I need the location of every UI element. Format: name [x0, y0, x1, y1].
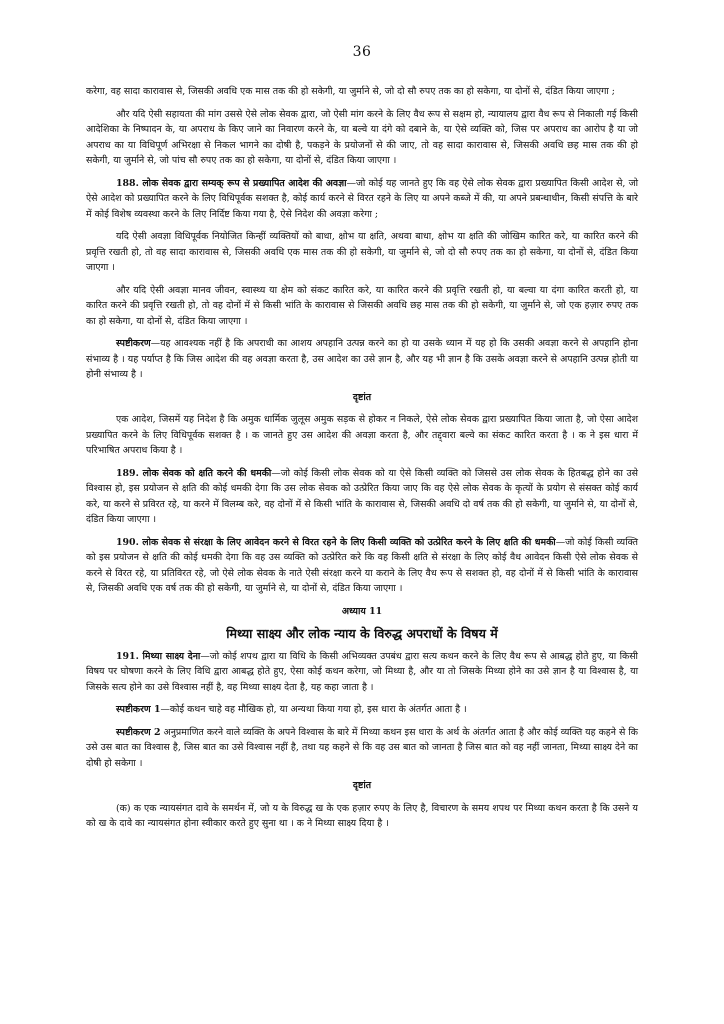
page-body: [86, 84, 638, 839]
section-text: —जो कोई किसी व्यक्ति को इस प्रयोजन से क्षति की कोई धमकी देगा कि वह उस व्यक्ति को उत्प्रेरित करे कि वह किसी क्षति से संरक्षा के लिए कोई वैध आवेदन किसी ऐसे लोक सेवक से करने से विरत रहे, या प्रतिविरत रहे, जो ऐसे लोक सेवक के नाते ऐसी संरक्षा करने या कराने के लिए वैध रूप से सशक्त हो, वह दोनों में से किसी भांति के कारावास से, जिसकी अवधि एक वर्ष तक की हो सकेगी, या जुर्माने से, या दोनों से, दंडित किया जाएगा ।: [86, 536, 638, 594]
illustration-heading: दृष्टांत: [352, 391, 372, 403]
explanation-heading: स्पष्टीकरण: [116, 338, 151, 349]
section-text: —जो कोई शपथ द्वारा या विधि के किसी अभिव्यक्त उपबंध द्वारा सत्य कथन करने के लिए वैध रूप से आबद्ध होते हुए, या किसी विषय पर घोषणा करने के लिए विधि द्वारा आबद्ध होते हुए, ऐसा कोई कथन करेगा, जो मिथ्या है, और या तो जिसके मिथ्या होने का उसे ज्ञान है या विश्वास है, या जिसके सत्य होने का उसे विश्वास नहीं है, वह मिथ्या साक्ष्य देता है, यह कहा जाता है ।: [86, 650, 638, 693]
explanation: [86, 336, 638, 383]
section-188: [86, 176, 638, 223]
chapter-title: मिथ्या साक्ष्य और लोक न्याय के विरुद्ध अपराधों के विषय में: [226, 626, 498, 641]
section-text: —जो कोई यह जानते हुए कि वह ऐसे लोक सेवक द्वारा प्रख्यापित किसी आदेश से, जो ऐसे आदेश को प्रख्यापित करने के लिए विधिपूर्वक सशक्त है, कोई कार्य करने से विरत रहने के लिए या अपने कब्जे में की, या अपने प्रबन्धाधीन, किसी संपत्ति के बारे में कोई विशेष व्यवस्था करने के लिए निर्दिष्ट किया गया है, ऐसे निदेश की अवज्ञा करेगा ;: [86, 177, 638, 220]
explanation-heading: स्पष्टीकरण 2: [116, 726, 161, 738]
illustration-text: (क) क एक न्यायसंगत दावे के समर्थन में, जो य के विरुद्ध ख के एक हज़ार रुपए के लिए है, विचारण के समय शपथ पर मिथ्या कथन करता है कि उसने य को ख के दावे का न्यायसंगत होना स्वीकार करते हुए सुना था । क ने मिथ्या साक्ष्य दिया है ।: [86, 802, 638, 829]
section-189: [86, 466, 638, 528]
section-text: —जो कोई किसी लोक सेवक को या ऐसे किसी व्यक्ति को जिससे उस लोक सेवक के हितबद्ध होने का उसे विश्वास हो, इस प्रयोजन से क्षति की कोई धमकी देगा कि उस लोक सेवक को उत्प्रेरित किया जाए कि वह ऐसे लोक सेवक के कृत्यों के प्रयोग से संसक्त कोई कार्य करे, या करने से प्रविरत रहे, या करने में विलम्ब करे, वह दोनों में से किसी भांति के कारावास से, जिसकी अवधि दो वर्ष तक की हो सकेगी, या जुर्माने से, या दोनों से, दंडित किया जाएगा ।: [86, 467, 639, 525]
section-heading: 189. लोक सेवक को क्षति करने की धमकी: [116, 467, 272, 479]
explanation-1: [86, 702, 638, 718]
explanation-heading: स्पष्टीकरण 1: [116, 704, 161, 715]
section-191: [86, 649, 638, 696]
paragraph: और यदि ऐसी अवज्ञा मानव जीवन, स्वास्थ्य या क्षेम को संकट कारित करे, या कारित करने की प्रवृत्ति रखती हो, या बल्वा या दंगा कारित करती हो, या कारित करने की प्रवृत्ति रखती हो, तो वह दोनों में से किसी भांति के कारावास से जिसकी अवधि छह मास तक की हो सकेगी, या जुर्माने से, जो एक हज़ार रुपए तक का हो सकेगा, या दोनों से, दंडित किया जाएगा ।: [86, 284, 638, 327]
paragraph: यदि ऐसी अवज्ञा विधिपूर्वक नियोजित किन्हीं व्यक्तियों को बाधा, क्षोभ या क्षति, अथवा बाधा, क्षोभ या क्षति की जोखिम कारित करे, या कारित करने की प्रवृत्ति रखती हो, तो वह सादा कारावास से, जिसकी अवधि एक मास तक की हो सकेगी, या जुर्माने से, जो दो सौ रुपए तक का हो सकेगा, या दोनों से, दंडित किया जाएगा ।: [86, 231, 638, 273]
section-heading: 191. मिथ्या साक्ष्य देना: [116, 650, 201, 662]
section-heading: 190. लोक सेवक से संरक्षा के लिए आवेदन करने से विरत रहने के लिए किसी व्यक्ति को उत्प्रेरित करने के लिए क्षति की धमकी: [116, 536, 556, 548]
explanation-text: —कोई कथन चाहे वह मौखिक हो, या अन्यथा किया गया हो, इस धारा के अंतर्गत आता है ।: [160, 704, 467, 715]
chapter-number: अध्याय 11: [341, 605, 383, 617]
section-190: [86, 535, 638, 597]
explanation-text: —यह आवश्यक नहीं है कि अपराधी का आशय अपहानि उत्पन्न करने का हो या उसके ध्यान में यह हो कि उसकी अवज्ञा करने से अपहानि होना संभाव्य है । यह पर्याप्त है कि जिस आदेश की वह अवज्ञा करता है, उस आदेश का उसे ज्ञान है, और यह भी ज्ञान है कि उसके अवज्ञा करने से अपहानि उत्पन्न होती या होनी संभाव्य है ।: [86, 338, 638, 380]
illustration-text: एक आदेश, जिसमें यह निदेश है कि अमुक धार्मिक जुलूस अमुक सड़क से होकर न निकले, ऐसे लोक सेवक द्वारा प्रख्यापित किया जाता है, जो ऐसा आदेश प्रख्यापित करने के लिए विधिपूर्वक सशक्त है । क जानते हुए उस आदेश की अवज्ञा करता है, और तद्द्वारा बल्वे का संकट कारित करता है । क ने इस धारा में परिभाषित अपराध किया है ।: [86, 414, 638, 456]
illustration-heading: दृष्टांत: [352, 780, 372, 791]
page-number: 36: [352, 44, 372, 60]
section-heading: 188. लोक सेवक द्वारा सम्यक् रूप से प्रख्यापित आदेश की अवज्ञा: [116, 177, 347, 189]
paragraph: और यदि ऐसी सहायता की मांग उससे ऐसे लोक सेवक द्वारा, जो ऐसी मांग करने के लिए वैध रूप से सक्षम हो, न्यायालय द्वारा वैध रूप से निकाली गई किसी आदेशिका के निष्पादन के, या अपराध के किए जाने का निवारण करने के, या बल्वे या दंगे को दबाने के, या ऐसे व्यक्ति को, जिस पर अपराध का आरोप है या जो अपराध का या विधिपूर्ण अभिरक्षा से निकल भागने का दोषी है, पकड़ने के प्रयोजनों से की जाए, तो वह सादा कारावास से, जिसकी अवधि छह मास तक की हो सकेगी, या जुर्माने से, जो पांच सौ रुपए तक का हो सकेगा, या दोनों से, दंडित किया जाएगा ।: [86, 108, 638, 166]
explanation-text: अनुप्रमाणित करने वाले व्यक्ति के अपने विश्वास के बारे में मिथ्या कथन इस धारा के अर्थ के अंतर्गत आता है और कोई व्यक्ति यह कहने से कि उसे उस बात का विश्वास है, जिस बात का उसे विश्वास नहीं है, तथा यह कहने से कि वह उस बात को जानता है जिस बात को वह नहीं जानता, मिथ्या साक्ष्य देने का दोषी हो सकेगा ।: [86, 726, 638, 769]
explanation-2: [86, 725, 638, 772]
paragraph: करेगा, वह सादा कारावास से, जिसकी अवधि एक मास तक की हो सकेगी, या जुर्माने से, जो दो सौ रुपए तक का हो सकेगा, या दोनों से, दंडित किया जाएगा ;: [86, 86, 615, 97]
